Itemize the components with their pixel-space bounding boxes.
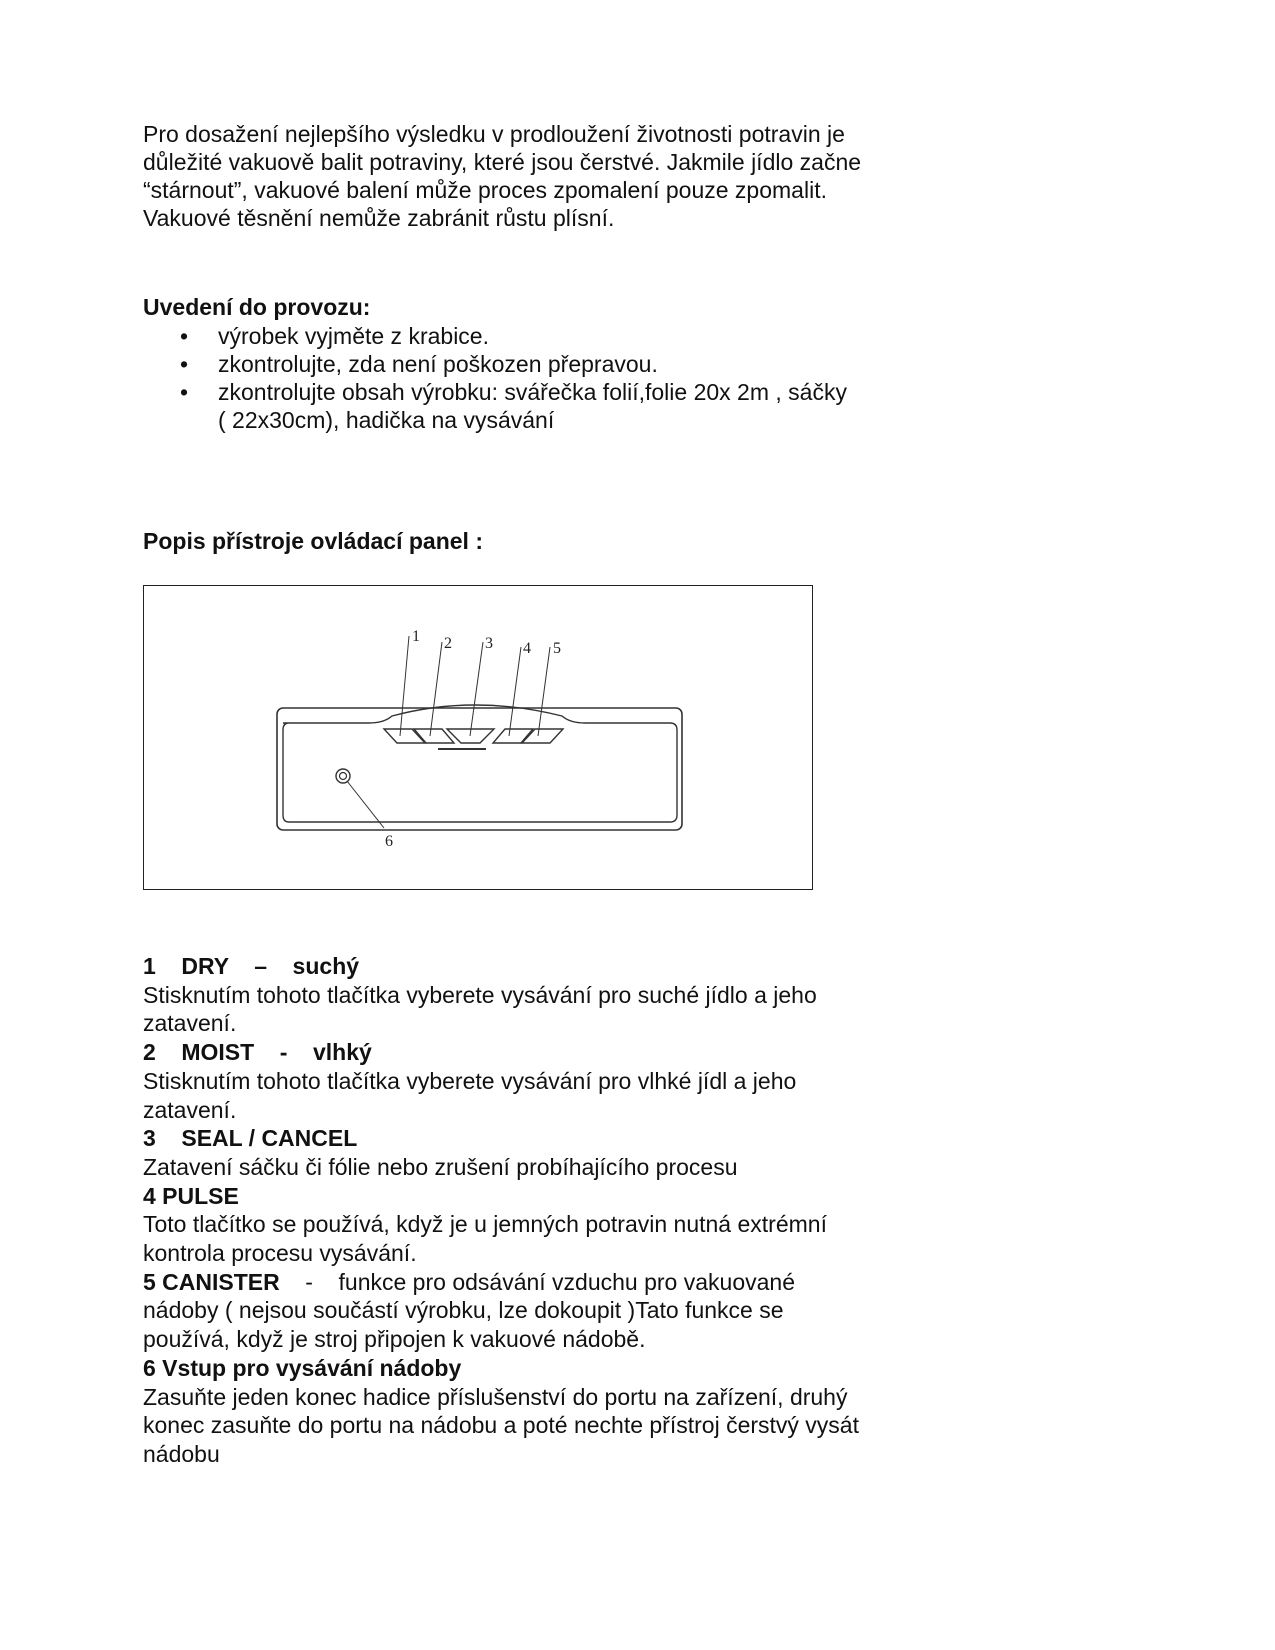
canister-button (522, 729, 563, 743)
item-description-line: zatavení. (143, 1096, 237, 1123)
callout-5: 5 (553, 640, 561, 657)
item-description-line: kontrola procesu vysávání. (143, 1240, 417, 1267)
bullet-icon: • (180, 351, 189, 377)
leader-line-3 (470, 642, 483, 736)
item-heading: 4 PULSE (143, 1182, 239, 1209)
description-item (143, 1268, 859, 1354)
item-description-line: Toto tlačítko se používá, když je u jemných potravin nutná extrémní (143, 1211, 827, 1238)
callout-3: 3 (485, 635, 493, 652)
item-heading: 6 Vstup pro vysávání nádoby (143, 1354, 462, 1381)
intro-line: důležité vakuově balit potraviny, které jsou čerstvé. Jakmile jídlo začne (143, 149, 862, 175)
item-description-line: Zasuňte jeden konec hadice příslušenství do portu na zařízení, druhý (143, 1383, 848, 1410)
intro-line: Pro dosažení nejlepšího výsledku v prodloužení životnosti potravin je (143, 121, 845, 147)
pulse-button (493, 729, 533, 743)
bullet-icon: • (180, 379, 189, 405)
item-heading: 1 DRY – suchý (143, 953, 360, 979)
item-description-line: Stisknutím tohoto tlačítka vyberete vysávání pro suché jídlo a jeho (143, 981, 817, 1008)
intro-paragraph (143, 120, 861, 232)
item-description-line: Zatavení sáčku či fólie nebo zrušení probíhajícího procesu (143, 1153, 738, 1180)
callout-6: 6 (385, 833, 393, 850)
item-heading: 5 CANISTER (143, 1268, 280, 1295)
description-item (143, 1038, 859, 1124)
control-panel-illustration (144, 586, 811, 888)
description-item (143, 1124, 859, 1181)
device-outer-body (277, 708, 682, 830)
list-item-text: zkontrolujte, zda není poškozen přepravou. (218, 351, 658, 377)
bullet-icon: • (180, 323, 189, 349)
leader-line-5 (538, 647, 550, 736)
dry-button (384, 729, 425, 743)
setup-heading: Uvedení do provozu: (143, 294, 371, 320)
list-item (180, 322, 847, 350)
item-description-line: nádoby ( nejsou součástí výrobku, lze dokoupit )Tato funkce se (143, 1297, 784, 1324)
control-panel-diagram (143, 585, 813, 890)
description-item (143, 1182, 859, 1268)
list-item-text-continued: ( 22x30cm), hadička na vysávání (218, 407, 555, 433)
intro-line: “stárnout”, vakuové balení může proces zpomalení pouze zpomalit. (143, 177, 827, 203)
list-item (180, 378, 847, 434)
panel-heading: Popis přístroje ovládací panel : (143, 528, 483, 554)
description-item (143, 952, 859, 1038)
intro-line: Vakuové těsnění nemůže zabránit růstu plísní. (143, 205, 615, 231)
description-item (143, 1354, 859, 1469)
vacuum-port-icon (336, 769, 350, 783)
list-item-text: výrobek vyjměte z krabice. (218, 323, 489, 349)
list-item-text: zkontrolujte obsah výrobku: svářečka folií,folie 20x 2m , sáčky (218, 379, 847, 405)
setup-bullet-list (180, 322, 847, 434)
leader-line-4 (509, 647, 521, 736)
item-description-line: konec zasuňte do portu na nádobu a poté nechte přístroj čerstvý vysát (143, 1412, 859, 1439)
leader-line-2 (430, 642, 442, 736)
callout-2: 2 (444, 635, 452, 652)
device-panel-outline (283, 705, 677, 822)
item-heading-inline-text: - funkce pro odsávání vzduchu pro vakuované (279, 1268, 795, 1295)
item-heading: 3 SEAL / CANCEL (143, 1125, 358, 1152)
leader-line-6 (347, 781, 384, 828)
item-description-line: nádobu (143, 1440, 220, 1467)
item-description-line: Stisknutím tohoto tlačítka vyberete vysávání pro vlhké jídl a jeho (143, 1067, 797, 1094)
item-description-line: zatavení. (143, 1010, 237, 1037)
leader-line-1 (400, 636, 409, 736)
vacuum-port-inner-icon (340, 773, 347, 780)
moist-button (414, 729, 454, 743)
callout-1: 1 (412, 628, 420, 645)
button-descriptions (143, 952, 859, 1469)
callout-4: 4 (523, 640, 531, 657)
item-heading: 2 MOIST - vlhký (143, 1039, 372, 1066)
item-description-line: používá, když je stroj připojen k vakuové nádobě. (143, 1326, 646, 1353)
list-item (180, 350, 847, 378)
